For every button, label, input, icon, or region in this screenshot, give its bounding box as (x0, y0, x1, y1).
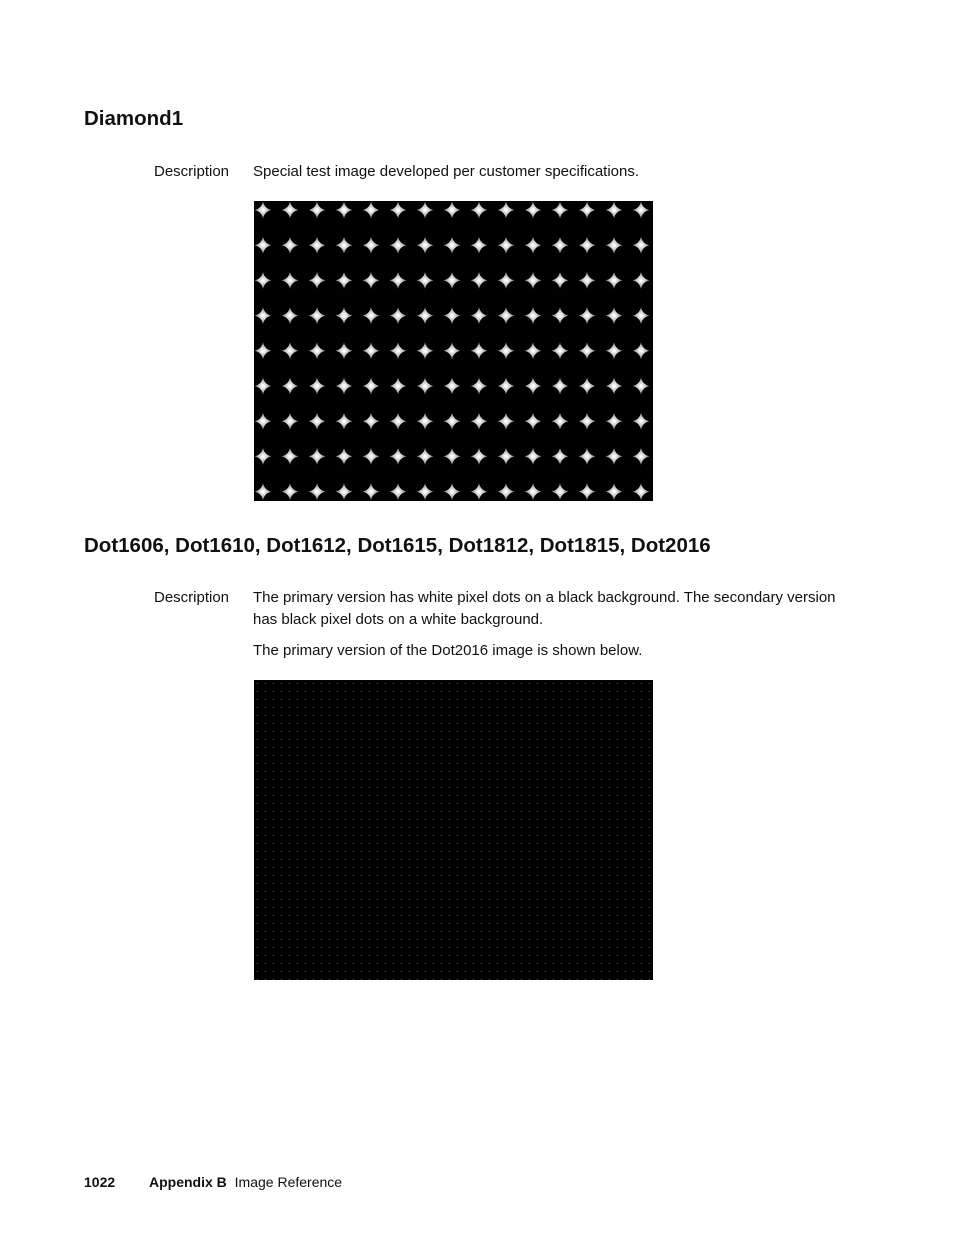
diamond-center (315, 208, 318, 211)
diamond-center (423, 279, 426, 282)
diamond-center (585, 455, 588, 458)
chapter-label: Appendix B (149, 1174, 227, 1190)
diamond-center (261, 244, 264, 247)
page-footer (84, 1172, 342, 1192)
diamond-center (450, 279, 453, 282)
diamond-center (612, 208, 615, 211)
diamond-center (531, 244, 534, 247)
diamond-center (369, 420, 372, 423)
description-label: Description (154, 163, 230, 180)
diamond-center (369, 244, 372, 247)
diamond-center (288, 349, 291, 352)
diamond-center (639, 279, 642, 282)
diamond-center (558, 490, 561, 493)
diamond-center (423, 455, 426, 458)
diamond-center (342, 244, 345, 247)
diamond-center (477, 208, 480, 211)
diamond-grid-pattern (254, 201, 653, 501)
diamond-center (450, 490, 453, 493)
diamond-center (504, 244, 507, 247)
diamond-center (639, 384, 642, 387)
diamond-center (288, 490, 291, 493)
diamond-center (585, 244, 588, 247)
diamond-center (612, 384, 615, 387)
diamond-center (477, 384, 480, 387)
diamond-center (450, 208, 453, 211)
section-title-diamond1: Diamond1 (84, 107, 184, 130)
diamond-center (558, 420, 561, 423)
diamond-center (531, 455, 534, 458)
diamond-center (477, 279, 480, 282)
diamond-center (315, 279, 318, 282)
diamond-center (504, 314, 507, 317)
diamond-center (504, 208, 507, 211)
section-title-dot-images: Dot1606, Dot1610, Dot1612, Dot1615, Dot1812, Dot1815, Dot2016 (84, 534, 711, 557)
diamond-center (450, 244, 453, 247)
diamond-center (558, 349, 561, 352)
diamond-center (450, 349, 453, 352)
diamond-center (288, 244, 291, 247)
diamond-center (261, 314, 264, 317)
diamond-center (639, 349, 642, 352)
diamond-center (342, 279, 345, 282)
diamond-center (612, 490, 615, 493)
diamond-center (396, 314, 399, 317)
diamond-center (315, 420, 318, 423)
diamond-center (396, 208, 399, 211)
diamond-center (612, 314, 615, 317)
description-label: Description (154, 589, 230, 606)
chapter-title: Image Reference (234, 1174, 343, 1190)
diamond-center (342, 420, 345, 423)
diamond-center (288, 384, 291, 387)
diamond-center (423, 490, 426, 493)
description-text: The primary version has white pixel dots on a black background. The secondary version has black pixel dots on a white background. (253, 589, 836, 628)
diamond-center (558, 314, 561, 317)
diamond-center (504, 490, 507, 493)
diamond-center (585, 208, 588, 211)
diamond-center (639, 455, 642, 458)
diamond-center (288, 420, 291, 423)
diamond-center (261, 490, 264, 493)
diamond-center (585, 490, 588, 493)
diamond-center (423, 314, 426, 317)
dot2016-test-image (254, 680, 653, 980)
diamond-center (315, 490, 318, 493)
diamond-center (288, 208, 291, 211)
diamond-center (558, 244, 561, 247)
diamond-center (612, 349, 615, 352)
pixel-dot-grid-pattern (254, 680, 653, 980)
diamond-center (369, 208, 372, 211)
diamond-center (612, 244, 615, 247)
diamond-center (477, 244, 480, 247)
diamond-center (423, 208, 426, 211)
diamond-center (531, 279, 534, 282)
diamond-center (504, 349, 507, 352)
diamond-center (504, 455, 507, 458)
diamond-center (261, 279, 264, 282)
diamond-center (369, 279, 372, 282)
diamond-center (477, 455, 480, 458)
diamond-center (288, 455, 291, 458)
diamond-center (342, 490, 345, 493)
diamond-center (396, 279, 399, 282)
diamond-center (450, 455, 453, 458)
description-text-secondary: The primary version of the Dot2016 image is shown below. (253, 642, 643, 659)
diamond-center (450, 384, 453, 387)
diamond-center (396, 455, 399, 458)
diamond-center (504, 384, 507, 387)
diamond-center (261, 384, 264, 387)
diamond-center (315, 349, 318, 352)
diamond-center (612, 420, 615, 423)
diamond-center (531, 349, 534, 352)
diamond-center (396, 244, 399, 247)
diamond-center (342, 314, 345, 317)
diamond-center (423, 420, 426, 423)
diamond-center (531, 490, 534, 493)
diamond-center (288, 279, 291, 282)
diamond-center (531, 208, 534, 211)
diamond-center (558, 384, 561, 387)
diamond-center (369, 455, 372, 458)
diamond-center (531, 384, 534, 387)
diamond-center (261, 208, 264, 211)
diamond-center (396, 420, 399, 423)
diamond-center (369, 314, 372, 317)
diamond-center (639, 490, 642, 493)
diamond-center (477, 314, 480, 317)
diamond-center (369, 490, 372, 493)
diamond-center (342, 349, 345, 352)
diamond-center (504, 420, 507, 423)
diamond-center (342, 455, 345, 458)
diamond-center (423, 349, 426, 352)
diamond-center (450, 420, 453, 423)
diamond-center (639, 208, 642, 211)
diamond-center (585, 314, 588, 317)
diamond-center (639, 244, 642, 247)
diamond-center (315, 384, 318, 387)
diamond-center (504, 279, 507, 282)
diamond-center (639, 420, 642, 423)
diamond-center (477, 490, 480, 493)
diamond-center (612, 279, 615, 282)
description-text: Special test image developed per customer specifications. (253, 163, 640, 180)
diamond-center (531, 420, 534, 423)
diamond-center (558, 208, 561, 211)
diamond-center (558, 455, 561, 458)
diamond-center (315, 455, 318, 458)
diamond-center (423, 384, 426, 387)
diamond-center (585, 384, 588, 387)
diamond-center (396, 490, 399, 493)
diamond-center (315, 244, 318, 247)
diamond-center (558, 279, 561, 282)
diamond-center (612, 455, 615, 458)
diamond-center (396, 384, 399, 387)
diamond-center (315, 314, 318, 317)
diamond-center (423, 244, 426, 247)
diamond-center (585, 279, 588, 282)
diamond-center (396, 349, 399, 352)
diamond-center (261, 349, 264, 352)
diamond-center (531, 314, 534, 317)
diamond-center (288, 314, 291, 317)
diamond-center (477, 420, 480, 423)
diamond-center (342, 384, 345, 387)
diamond-center (369, 349, 372, 352)
diamond-center (585, 349, 588, 352)
diamond-center (261, 420, 264, 423)
diamond-center (342, 208, 345, 211)
diamond-center (450, 314, 453, 317)
page-number: 1022 (84, 1174, 116, 1190)
diamond1-test-image (254, 201, 653, 501)
diamond-center (369, 384, 372, 387)
diamond-center (585, 420, 588, 423)
diamond-center (639, 314, 642, 317)
diamond-center (261, 455, 264, 458)
diamond-center (477, 349, 480, 352)
